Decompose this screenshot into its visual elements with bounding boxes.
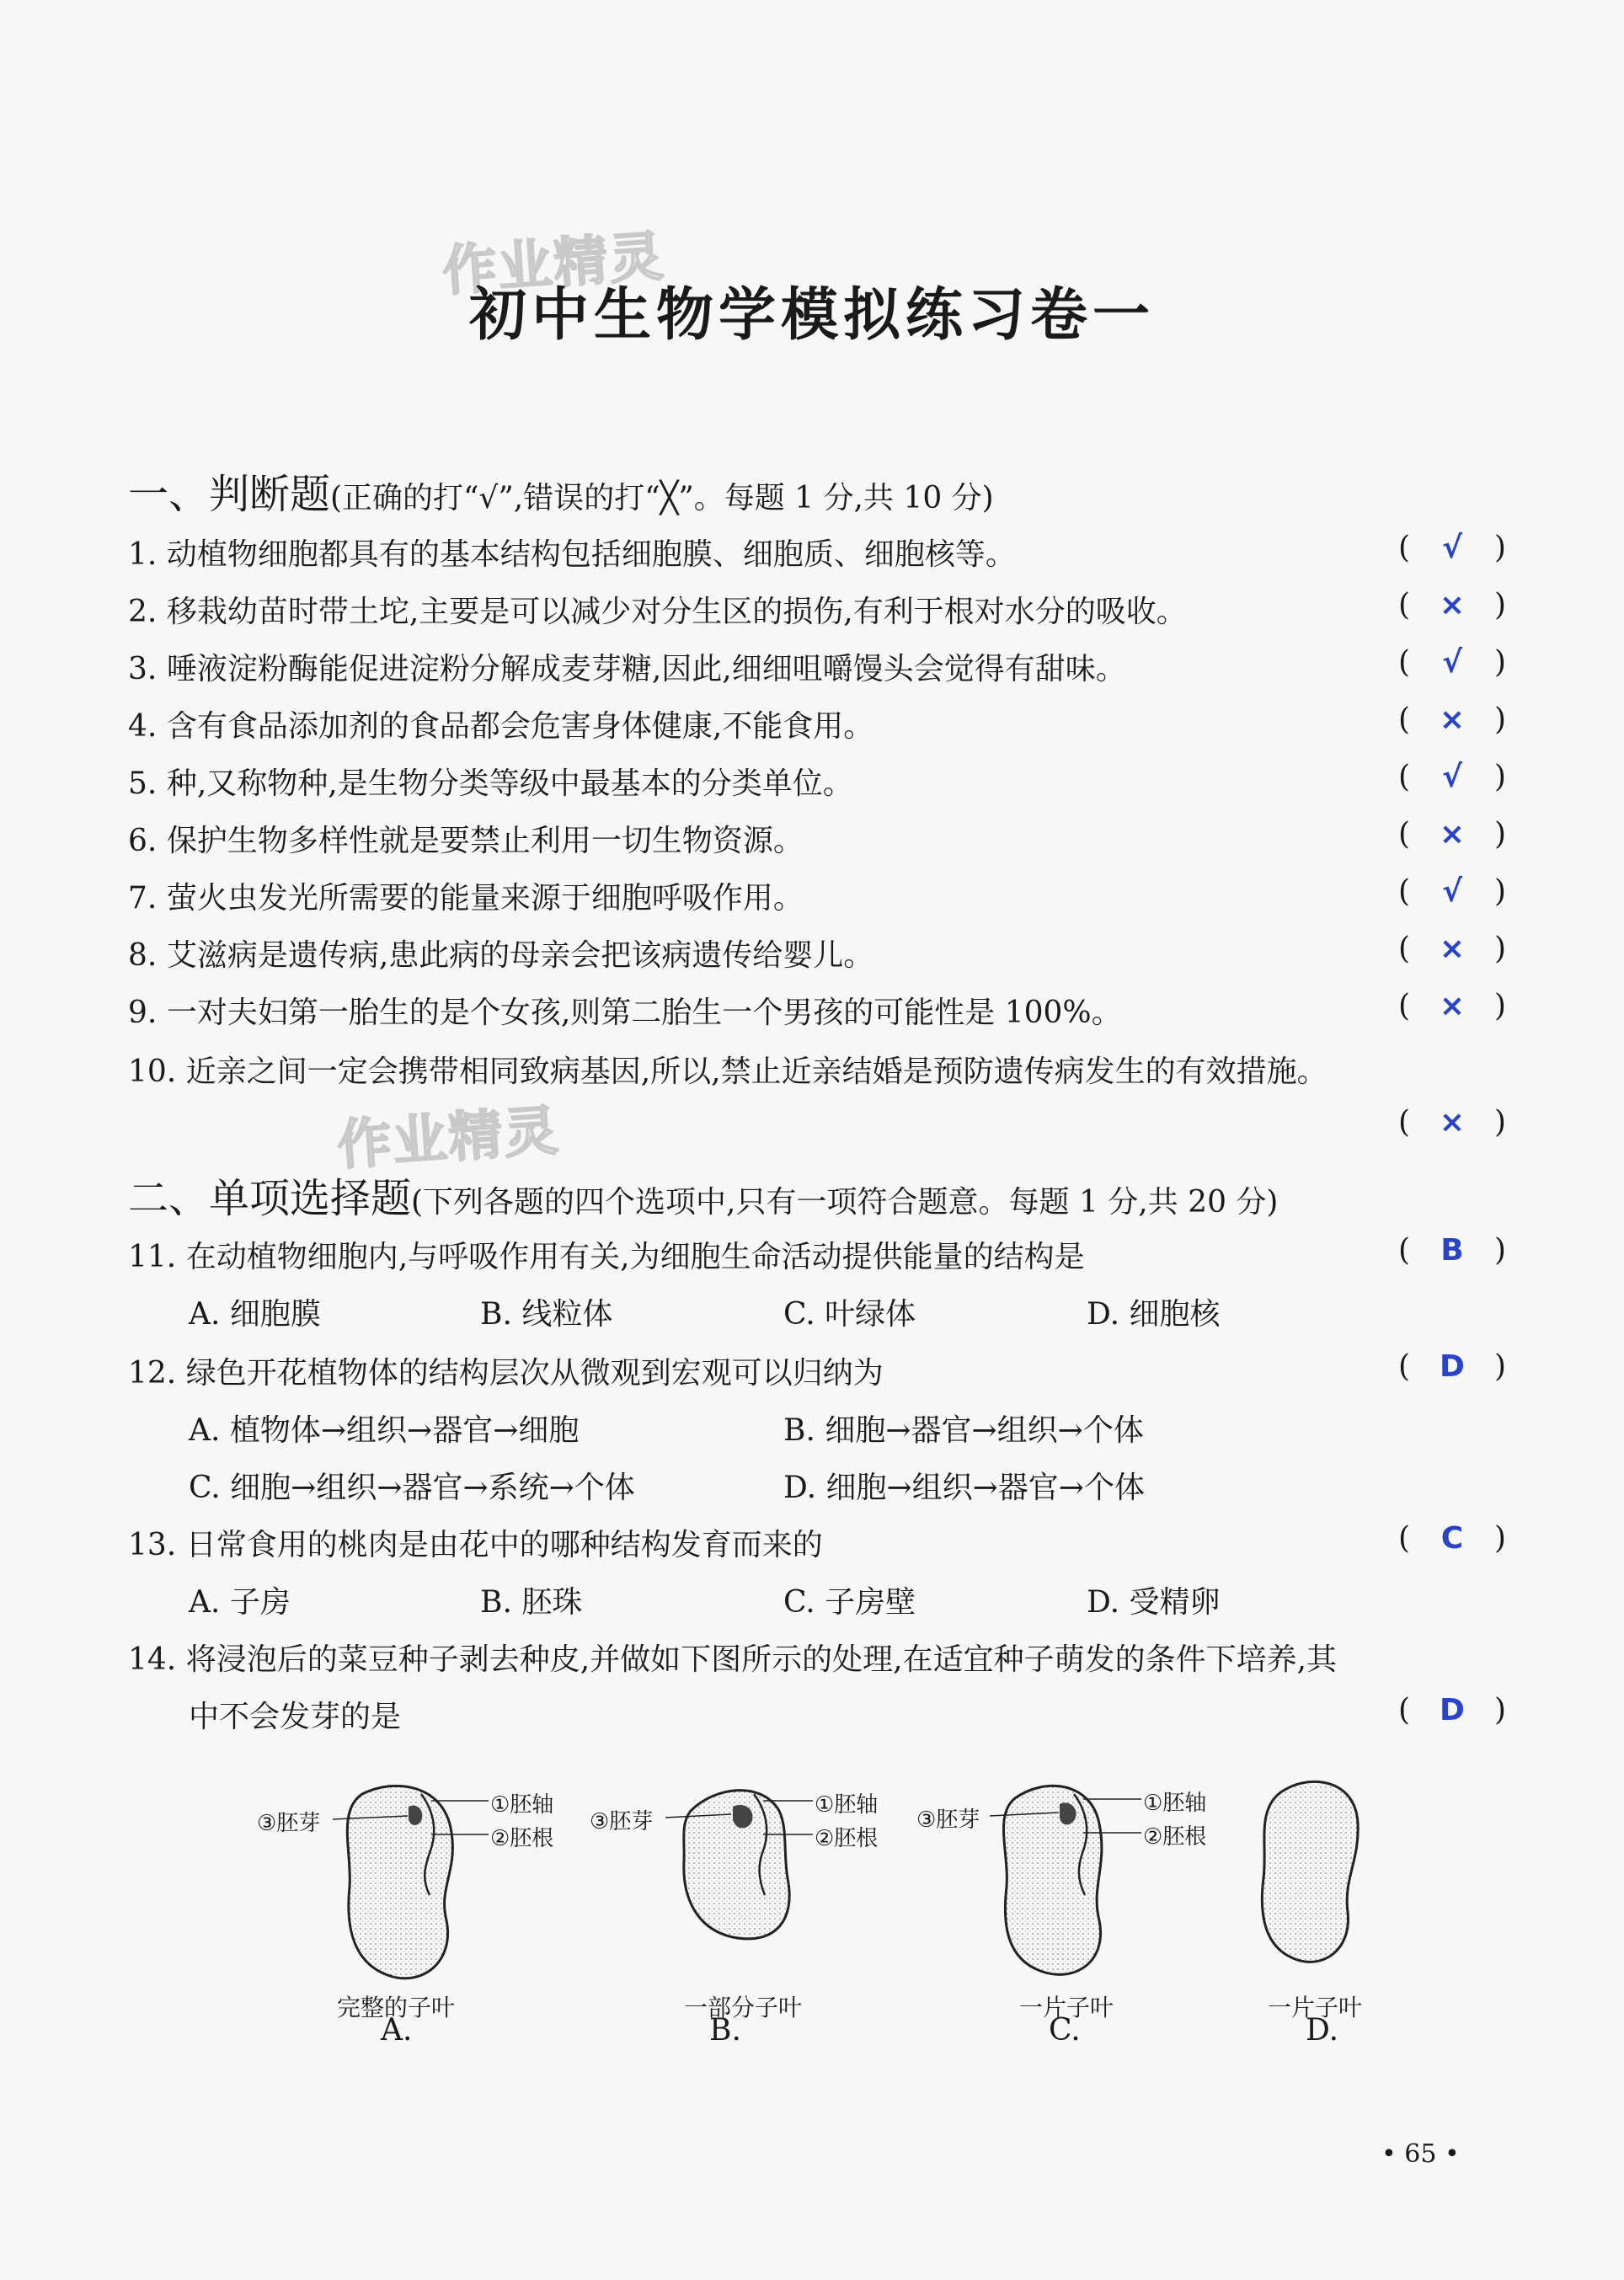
question-number: 14. <box>128 1642 177 1677</box>
answer-10: ( × ) <box>1398 1105 1506 1140</box>
page-number: • 65 • <box>1381 2139 1460 2169</box>
answer-2: ( × ) <box>1398 588 1506 622</box>
question-3 <box>128 645 1126 688</box>
question-13 <box>128 1521 823 1564</box>
watermark-top: 作业精灵 <box>441 225 667 304</box>
question-text: 绿色开花植物体的结构层次从微观到宏观可以归纳为 <box>185 1356 884 1391</box>
answer-9: ( × ) <box>1398 989 1506 1023</box>
question-2 <box>128 588 1187 631</box>
question-number: 8. <box>128 938 158 973</box>
question-1 <box>128 531 1016 574</box>
label-b-radicle: ②胚根 <box>815 1826 879 1851</box>
question-text: 移栽幼苗时带土坨,主要是可以减少对分生区的损伤,有利于根对水分的吸收。 <box>166 595 1187 629</box>
label-c-radicle: ②胚根 <box>1143 1824 1207 1850</box>
section-1-heading <box>128 462 994 520</box>
answer-4: ( × ) <box>1398 702 1506 737</box>
answer-mark: × <box>1439 989 1466 1023</box>
option-12-c: C. 细胞→组织→器官→系统→个体 <box>189 1471 635 1505</box>
question-text: 唾液淀粉酶能促进淀粉分解成麦芽糖,因此,细细咀嚼馒头会觉得有甜味。 <box>166 652 1126 686</box>
answer-mark: D <box>1440 1349 1465 1384</box>
question-11 <box>128 1233 1085 1276</box>
caption-a: 完整的子叶 <box>337 1994 456 2021</box>
answer-mark: × <box>1439 932 1466 966</box>
letter-d: D. <box>1306 2013 1339 2048</box>
question-6 <box>128 817 804 860</box>
watermark-middle: 作业精灵 <box>335 1099 562 1178</box>
page-title: 初中生物学模拟练习卷一 <box>468 282 1155 349</box>
label-b-plumule: ③胚芽 <box>590 1809 654 1834</box>
label-c-plumule: ③胚芽 <box>916 1807 980 1833</box>
caption-c: 一片子叶 <box>1019 1994 1114 2021</box>
answer-mark: B <box>1440 1233 1464 1268</box>
question-number: 1. <box>128 537 158 572</box>
option-13-a: A. 子房 <box>189 1585 291 1620</box>
option-11-c: C. 叶绿体 <box>783 1297 916 1332</box>
seed-d <box>1262 1781 1358 1962</box>
caption-d: 一片子叶 <box>1268 1994 1363 2021</box>
option-12-d: D. 细胞→组织→器官→个体 <box>783 1471 1145 1505</box>
question-number: 9. <box>128 996 158 1030</box>
question-5 <box>128 760 853 803</box>
answer-mark: × <box>1439 817 1466 852</box>
answer-8: ( × ) <box>1398 932 1506 966</box>
bean-seed-drawing <box>0 1760 1624 2047</box>
answer-6: ( × ) <box>1398 817 1506 852</box>
option-11-b: B. 线粒体 <box>480 1297 613 1332</box>
question-number: 13. <box>128 1528 177 1562</box>
question-text: 在动植物细胞内,与呼吸作用有关,为细胞生命活动提供能量的结构是 <box>185 1240 1085 1274</box>
label-a-hypocotyl: ①胚轴 <box>490 1792 554 1818</box>
question-text: 保护生物多样性就是要禁止利用一切生物资源。 <box>166 824 804 858</box>
question-number: 3. <box>128 652 158 686</box>
label-a-plumule: ③胚芽 <box>257 1811 321 1836</box>
question-12 <box>128 1349 884 1392</box>
question-text: 艾滋病是遗传病,患此病的母亲会把该病遗传给婴儿。 <box>166 938 874 973</box>
question-number: 6. <box>128 824 158 858</box>
bean-seed-figure <box>0 1760 1624 2047</box>
option-11-a: A. 细胞膜 <box>189 1297 321 1332</box>
answer-mark: C <box>1440 1521 1464 1556</box>
question-text: 含有食品添加剂的食品都会危害身体健康,不能食用。 <box>166 709 874 744</box>
question-text: 萤火虫发光所需要的能量来源于细胞呼吸作用。 <box>166 881 804 916</box>
section-2-title: 二、单项选择题 <box>128 1175 412 1222</box>
question-9 <box>128 989 1122 1032</box>
question-7 <box>128 874 804 917</box>
letter-a: A. <box>381 2013 413 2048</box>
answer-mark: × <box>1439 588 1466 622</box>
seed-b <box>665 1791 813 1939</box>
answer-13: ( C ) <box>1398 1521 1506 1556</box>
section-2-note: (下列各题的四个选项中,只有一项符合题意。每题 1 分,共 20 分) <box>411 1185 1279 1220</box>
question-10 <box>128 1048 1328 1091</box>
seed-a <box>333 1786 489 1978</box>
section-1-note: (正确的打“√”,错误的打“╳”。每题 1 分,共 10 分) <box>330 481 994 515</box>
question-text: 近亲之间一定会携带相同致病基因,所以,禁止近亲结婚是预防遗传病发生的有效措施。 <box>185 1055 1328 1089</box>
section-1-title: 一、判断题 <box>128 471 331 518</box>
answer-14: ( D ) <box>1398 1693 1506 1727</box>
question-text: 将浸泡后的菜豆种子剥去种皮,并做如下图所示的处理,在适宜种子萌发的条件下培养,其 <box>185 1642 1338 1677</box>
question-text: 动植物细胞都具有的基本结构包括细胞膜、细胞质、细胞核等。 <box>166 537 1016 572</box>
option-13-c: C. 子房壁 <box>783 1585 916 1620</box>
answer-mark: √ <box>1441 760 1462 794</box>
answer-mark: × <box>1439 1105 1466 1140</box>
question-number: 10. <box>128 1055 177 1089</box>
answer-mark: √ <box>1441 531 1462 565</box>
answer-7: ( √ ) <box>1398 874 1506 909</box>
answer-mark: √ <box>1441 874 1462 909</box>
option-13-b: B. 胚珠 <box>480 1585 583 1620</box>
question-number: 2. <box>128 595 158 629</box>
option-11-d: D. 细胞核 <box>1087 1297 1221 1332</box>
caption-b: 一部分子叶 <box>684 1994 803 2021</box>
answer-5: ( √ ) <box>1398 760 1506 794</box>
question-number: 5. <box>128 766 158 801</box>
answer-mark: × <box>1439 702 1466 737</box>
question-number: 7. <box>128 881 158 916</box>
option-12-a: A. 植物体→组织→器官→细胞 <box>189 1413 580 1448</box>
question-text: 种,又称物种,是生物分类等级中最基本的分类单位。 <box>166 766 853 801</box>
question-number: 12. <box>128 1356 177 1391</box>
question-14-continued: 中不会发芽的是 <box>189 1700 402 1734</box>
label-c-hypocotyl: ①胚轴 <box>1143 1791 1207 1816</box>
option-12-b: B. 细胞→器官→组织→个体 <box>783 1413 1144 1448</box>
seed-c <box>990 1786 1141 1974</box>
question-text: 日常食用的桃肉是由花中的哪种结构发育而来的 <box>185 1528 823 1562</box>
question-14 <box>128 1636 1337 1679</box>
label-a-radicle: ②胚根 <box>490 1826 554 1851</box>
letter-b: B. <box>709 2013 741 2048</box>
answer-mark: D <box>1440 1693 1465 1727</box>
letter-c: C. <box>1049 2013 1081 2048</box>
option-13-d: D. 受精卵 <box>1087 1585 1221 1620</box>
question-8 <box>128 932 873 974</box>
answer-12: ( D ) <box>1398 1349 1506 1384</box>
section-2-heading <box>128 1166 1278 1224</box>
label-b-hypocotyl: ①胚轴 <box>815 1792 879 1818</box>
question-4 <box>128 702 873 745</box>
answer-mark: √ <box>1441 645 1462 680</box>
answer-1: ( √ ) <box>1398 531 1506 565</box>
answer-3: ( √ ) <box>1398 645 1506 680</box>
question-number: 11. <box>128 1240 177 1274</box>
question-text: 一对夫妇第一胎生的是个女孩,则第二胎生一个男孩的可能性是 100%。 <box>166 996 1122 1030</box>
answer-11: ( B ) <box>1398 1233 1506 1268</box>
question-number: 4. <box>128 709 158 744</box>
